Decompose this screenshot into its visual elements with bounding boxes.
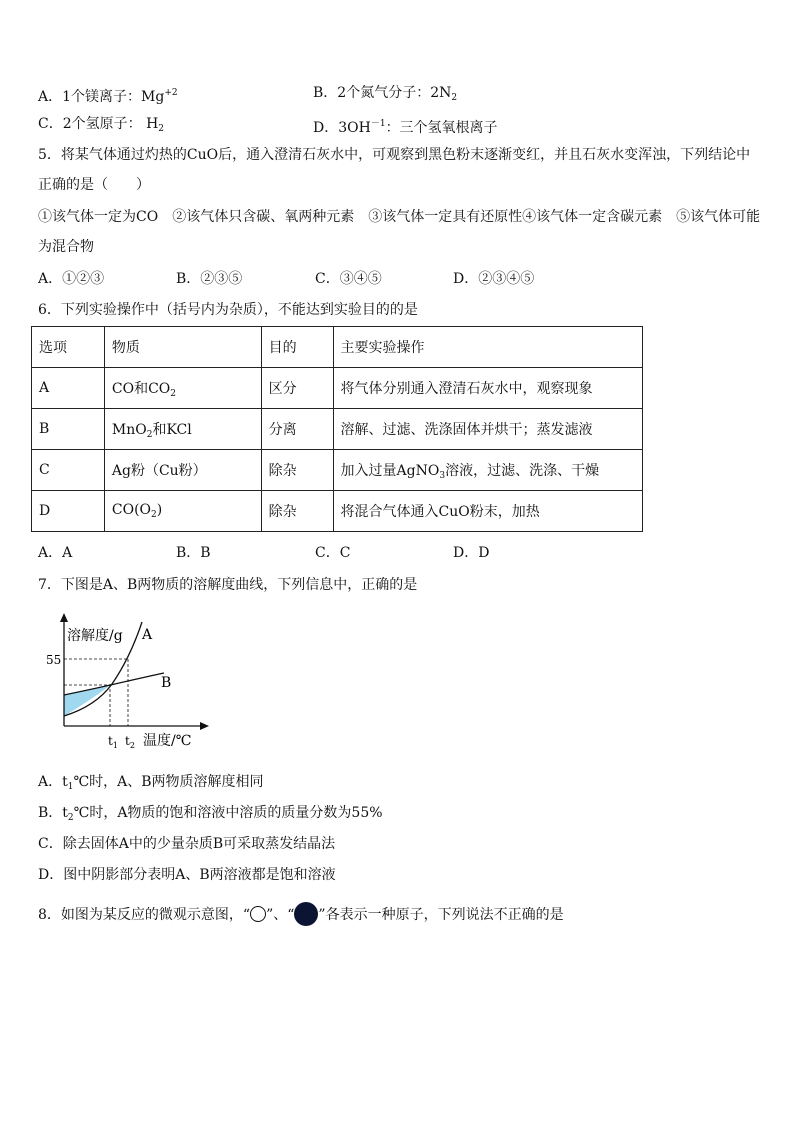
y-tick-55: 55 xyxy=(46,653,62,667)
q5-option-b: B．②③⑤ xyxy=(176,271,243,287)
row-substance: $CO(O_2)$ xyxy=(104,491,261,532)
header-substance: 物质 xyxy=(104,327,261,368)
row-purpose: 区分 xyxy=(261,368,333,409)
header-operation: 主要实验操作 xyxy=(333,327,642,368)
q4-option-a: A．1个镁离子：$Mg^{+2}$ xyxy=(38,88,178,105)
row-operation: 溶解、过滤、洗涤固体并烘干；蒸发滤液 xyxy=(333,409,642,450)
q6-option-d: D．D xyxy=(453,545,490,561)
q6-option-a: A．A xyxy=(38,545,73,561)
y-axis-arrow xyxy=(60,613,68,622)
x-axis-label: 温度/℃ xyxy=(143,733,192,749)
q6-option-b: B．B xyxy=(176,545,211,561)
curve-b xyxy=(64,673,164,695)
t1-label: $t_1$ xyxy=(108,734,118,750)
q6-table xyxy=(31,326,643,532)
row-purpose: 分离 xyxy=(261,409,333,450)
q5-stem-line2: 正确的是（ ） xyxy=(38,177,150,193)
q5-conditions-line2: 为混合物 xyxy=(38,239,94,255)
q7-option-c: C．除去固体A中的少量杂质B可采取蒸发结晶法 xyxy=(38,836,336,852)
x-axis-arrow xyxy=(200,722,209,730)
row-purpose: 除杂 xyxy=(261,491,333,532)
table-row xyxy=(32,409,643,450)
y-axis-label: 溶解度/g xyxy=(67,628,123,644)
q4-option-d: D．$3OH^{-1}$：三个氢氧根离子 xyxy=(313,119,498,136)
q5-option-a: A．①②③ xyxy=(38,271,105,287)
table-row xyxy=(32,450,643,491)
row-operation: 加入过量AgNO$_3$溶液，过滤、洗涤、干燥 xyxy=(333,450,642,491)
q5-stem-line1: 5．将某气体通过灼热的CuO后，通入澄清石灰水中，可观察到黑色粉末逐渐变红，并且石灰水变浑浊，下列结论中 xyxy=(38,147,751,163)
row-option: C xyxy=(32,450,105,491)
q7-option-d: D．图中阴影部分表明A、B两溶液都是饱和溶液 xyxy=(38,867,336,883)
row-substance: Ag粉（Cu粉） xyxy=(104,450,261,491)
q5-option-d: D．②③④⑤ xyxy=(453,271,535,287)
header-purpose: 目的 xyxy=(261,327,333,368)
row-purpose: 除杂 xyxy=(261,450,333,491)
header-option: 选项 xyxy=(32,327,105,368)
row-option: B xyxy=(32,409,105,450)
table-row xyxy=(32,491,643,532)
t2-label: $t_2$ xyxy=(125,734,135,750)
q5-conditions-line1: ①该气体一定为CO ②该气体只含碳、氧两种元素 ③该气体一定具有还原性④该气体一定含碳元素 ⑤该气体可能 xyxy=(38,209,761,225)
row-substance: MnO$_2$和KCl xyxy=(104,409,261,450)
q4-option-c: C．2个氢原子： $H_2$ xyxy=(38,116,165,134)
q7-option-a: A．$t_1℃$时，A、B两物质溶解度相同 xyxy=(38,774,264,792)
q7-option-b: B．$t_2℃$时，A物质的饱和溶液中溶质的质量分数为55% xyxy=(38,805,383,823)
row-operation: 将气体分别通入澄清石灰水中，观察现象 xyxy=(333,368,642,409)
row-operation: 将混合气体通入CuO粉末，加热 xyxy=(333,491,642,532)
curve-a-label: A xyxy=(142,627,153,643)
shaded-region xyxy=(64,684,112,716)
q5-option-c: C．③④⑤ xyxy=(315,271,382,287)
table-header-row xyxy=(32,327,643,368)
q7-stem: 7．下图是A、B两物质的溶解度曲线，下列信息中，正确的是 xyxy=(38,577,418,593)
row-option: D xyxy=(32,491,105,532)
curve-b-label: B xyxy=(161,675,172,691)
solubility-graph xyxy=(38,612,218,752)
q8-stem: 8．如图为某反应的微观示意图，“ ”、“ ”各表示一种原子，下列说法不正确的是 xyxy=(38,902,564,926)
white-atom-icon xyxy=(250,906,266,922)
table-row xyxy=(32,368,643,409)
row-substance: CO和$CO_2$ xyxy=(104,368,261,409)
black-atom-icon xyxy=(294,902,318,926)
row-option: A xyxy=(32,368,105,409)
q6-stem: 6．下列实验操作中（括号内为杂质），不能达到实验目的的是 xyxy=(38,302,418,318)
q6-option-c: C．C xyxy=(315,545,351,561)
q4-option-b: B．2个氮气分子：$2N_2$ xyxy=(313,85,458,103)
